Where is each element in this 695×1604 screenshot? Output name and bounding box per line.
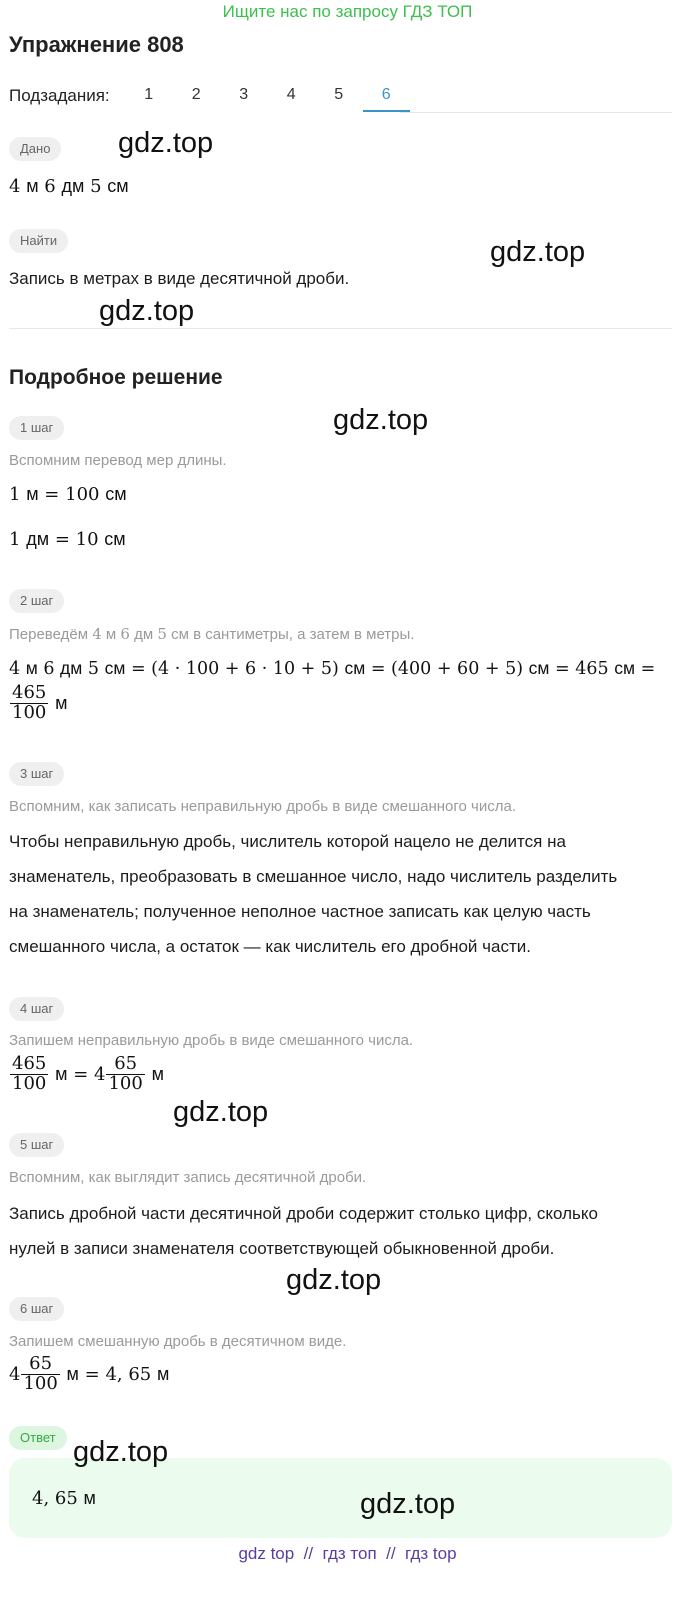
given-expression: 4 м 6 дм 5 см	[9, 176, 129, 197]
find-chip: Найти	[9, 229, 68, 253]
step-5-note: Вспомним, как выглядит запись десятичной дроби.	[9, 1169, 367, 1186]
watermark: gdz.top	[360, 1488, 456, 1520]
watermark: gdz.top	[286, 1264, 382, 1296]
watermark: gdz.top	[99, 295, 195, 327]
tab-2[interactable]: 2	[191, 86, 201, 103]
watermark: gdz.top	[333, 404, 429, 436]
solution-title: Подробное решение	[9, 366, 223, 389]
page-title: Упражнение 808	[9, 32, 184, 57]
tab-6-active[interactable]: 6	[363, 80, 411, 112]
tab-3[interactable]: 3	[239, 86, 249, 103]
tab-4[interactable]: 4	[286, 86, 296, 103]
tabs-divider	[400, 112, 672, 113]
watermark: gdz.top	[118, 127, 214, 159]
watermark: gdz.top	[490, 236, 586, 268]
step-5-rule: Запись дробной части десятичной дроби содержит столько цифр, сколько нулей в записи знаменателя соответствующей обыкновенной дроби.	[9, 1204, 598, 1258]
subtask-tabs	[125, 80, 410, 112]
step-2-chip: 2 шаг	[9, 589, 64, 613]
footer-links[interactable]: gdz top // гдз топ // гдз top	[238, 1544, 457, 1563]
promo-link[interactable]: Ищите нас по запросу ГДЗ ТОП	[222, 2, 473, 21]
answer-chip: Ответ	[9, 1426, 67, 1450]
answer-value: 4, 65 м	[32, 1488, 96, 1509]
answer-box	[9, 1458, 672, 1538]
step-3-note: Вспомним, как записать неправильную дробь в виде смешанного числа.	[9, 798, 516, 815]
tab-1[interactable]: 1	[144, 86, 154, 103]
step-6-note: Запишем смешанную дробь в десятичном виде.	[9, 1333, 347, 1350]
step-4-note: Запишем неправильную дробь в виде смешанного числа.	[9, 1032, 414, 1049]
find-text: Запись в метрах в виде десятичной дроби.	[9, 269, 350, 288]
step-2-fraction: $\frac{465}{100}$ м	[12, 682, 68, 723]
step-2-note: Переведём 4 м 6 дм 5 см в сантиметры, а затем в метры.	[9, 625, 415, 643]
tab-5[interactable]: 5	[334, 86, 344, 103]
subtasks-label: Подзадания:	[9, 86, 110, 105]
step-2-conversion: 4 м 6 дм 5 см = (4 · 100 + 6 · 10 + 5) см = (400 + 60 + 5) см = 465 см =	[9, 658, 656, 679]
step-6-chip: 6 шаг	[9, 1297, 64, 1321]
step-1-eq-1: 1 м = 100 см	[9, 484, 127, 505]
watermark: gdz.top	[173, 1096, 269, 1128]
step-3-rule: Чтобы неправильную дробь, числитель которой нацело не делится на знаменатель, преобразовать в смешанное число, надо числитель разделить на знаменатель; полученное неполное частное записать как целую часть смешанного числа, а остаток — как числитель его дробной части.	[9, 832, 618, 956]
step-1-eq-2: 1 дм = 10 см	[9, 529, 126, 550]
step-4-eq: $\frac{465}{100}$ м = 4 $\frac{65}{100}$ м	[12, 1053, 164, 1094]
step-6-eq: 4 $\frac{65}{100}$ м = 4, 65 м	[9, 1353, 170, 1394]
step-5-chip: 5 шаг	[9, 1133, 64, 1157]
step-4-chip: 4 шаг	[9, 997, 64, 1021]
step-3-chip: 3 шаг	[9, 762, 64, 786]
watermark: gdz.top	[73, 1436, 169, 1468]
section-divider	[9, 328, 672, 329]
given-chip: Дано	[9, 137, 61, 161]
step-1-chip: 1 шаг	[9, 416, 64, 440]
step-1-note: Вспомним перевод мер длины.	[9, 452, 227, 469]
